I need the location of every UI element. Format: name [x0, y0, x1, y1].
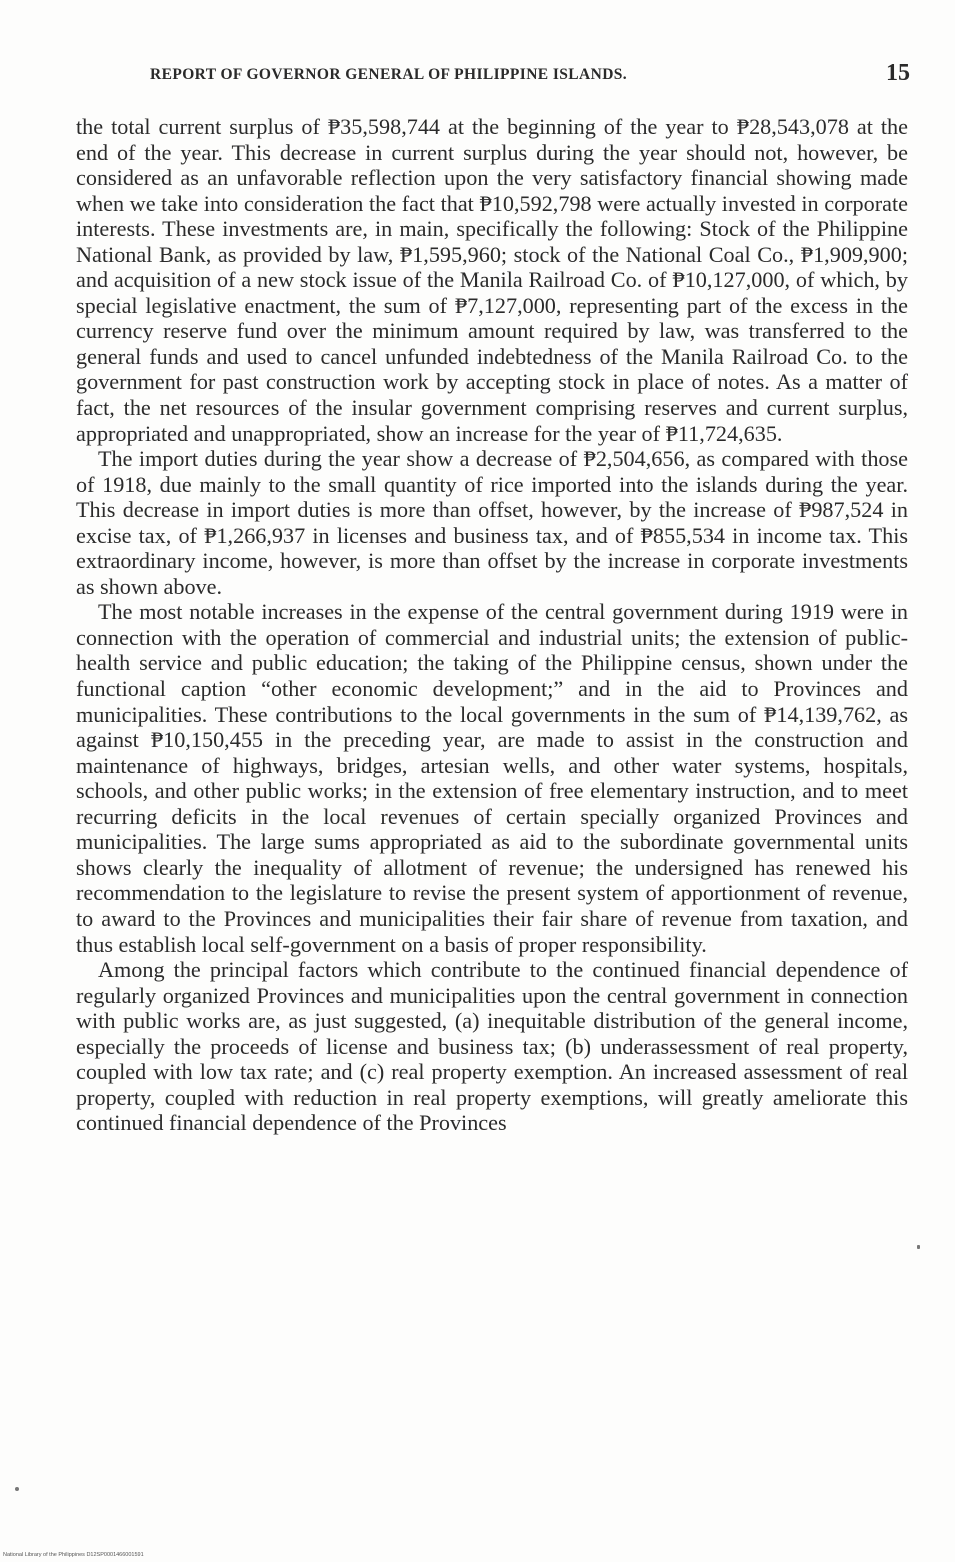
paragraph-3: The most notable increases in the expense of the central government during 1919 were in connection with the operation of commercial and industrial units; the extension of public-health service and public education; the taking of the Philippine census, shown under the functional caption “other economic development;” and in the aid to Provinces and municipalities. These contributions to the local governments in the sum of ₱14,139,762, as against ₱10,150,455 in the preceding year, are made to assist in the construction and maintenance of highways, bridges, artesian wells, and other water systems, hospitals, schools, and other public works; in the extension of free elementary instruction, and to meet recurring deficits in the local revenues of certain specially organized Provinces and municipalities. The large sums appropriated as aid to the subordinate governmental units shows clearly the inequality of allotment of revenue; the undersigned has renewed his recommendation to the legislature to revise the present system of apportionment of revenue, to award to the Provinces and municipalities their fair share of revenue from taxation, and thus establish local self-government on a basis of proper responsibility. — [76, 599, 908, 957]
paragraph-1: the total current surplus of ₱35,598,744 at the beginning of the year to ₱28,543,078 at the end of the year. This decrease in current surplus during the year should not, however, be considered as an unfavorable reflection upon the very satisfactory financial showing made when we take into consideration the fact that ₱10,592,798 were actually invested in corporate interests. These investments are, in main, specifically the following: Stock of the Philippine National Bank, as provided by law, ₱1,595,960; stock of the National Coal Co., ₱1,909,900; and acquisition of a new stock issue of the Manila Railroad Co. of ₱10,127,000, of which, by special legislative enactment, the sum of ₱7,127,000, representing part of the excess in the currency reserve fund over the minimum amount required by law, was transferred to the general funds and used to cancel unfunded indebtedness of the Manila Railroad Co. to the government for past construction work by accepting stock in place of notes. As a matter of fact, the net resources of the insular government comprising reserves and current surplus, appropriated and unappropriated, show an increase for the year of ₱11,724,635. — [76, 114, 908, 446]
scan-speck — [15, 1487, 19, 1491]
running-title: REPORT OF GOVERNOR GENERAL OF PHILIPPINE ISLANDS. — [150, 66, 628, 83]
source-note: National Library of the Philippines D12SP0001466001591 — [3, 1552, 144, 1558]
page-number: 15 — [886, 60, 910, 86]
paragraph-4: Among the principal factors which contribute to the continued financial dependence of regularly organized Provinces and municipalities upon the central government in connection with public works are, as just suggested, (a) inequitable distribution of the general income, especially the proceeds of license and business tax; (b) underassessment of real property, coupled with low tax rate; and (c) real property exemption. An increased assessment of real property, coupled with reduction in real property exemptions, will greatly ameliorate this continued financial dependence of the Provinces — [76, 957, 908, 1136]
scan-speck — [917, 1245, 920, 1249]
running-header — [150, 62, 910, 90]
paragraph-2: The import duties during the year show a decrease of ₱2,504,656, as compared with those of 1918, due mainly to the small quantity of rice imported into the islands during the year. This decrease in import duties is more than offset, however, by the increase of ₱987,524 in excise tax, of ₱1,266,937 in licenses and business tax, and of ₱855,534 in income tax. This extraordinary income, however, is more than offset by the increase in corporate investments as shown above. — [76, 446, 908, 599]
body-text — [76, 114, 908, 1136]
